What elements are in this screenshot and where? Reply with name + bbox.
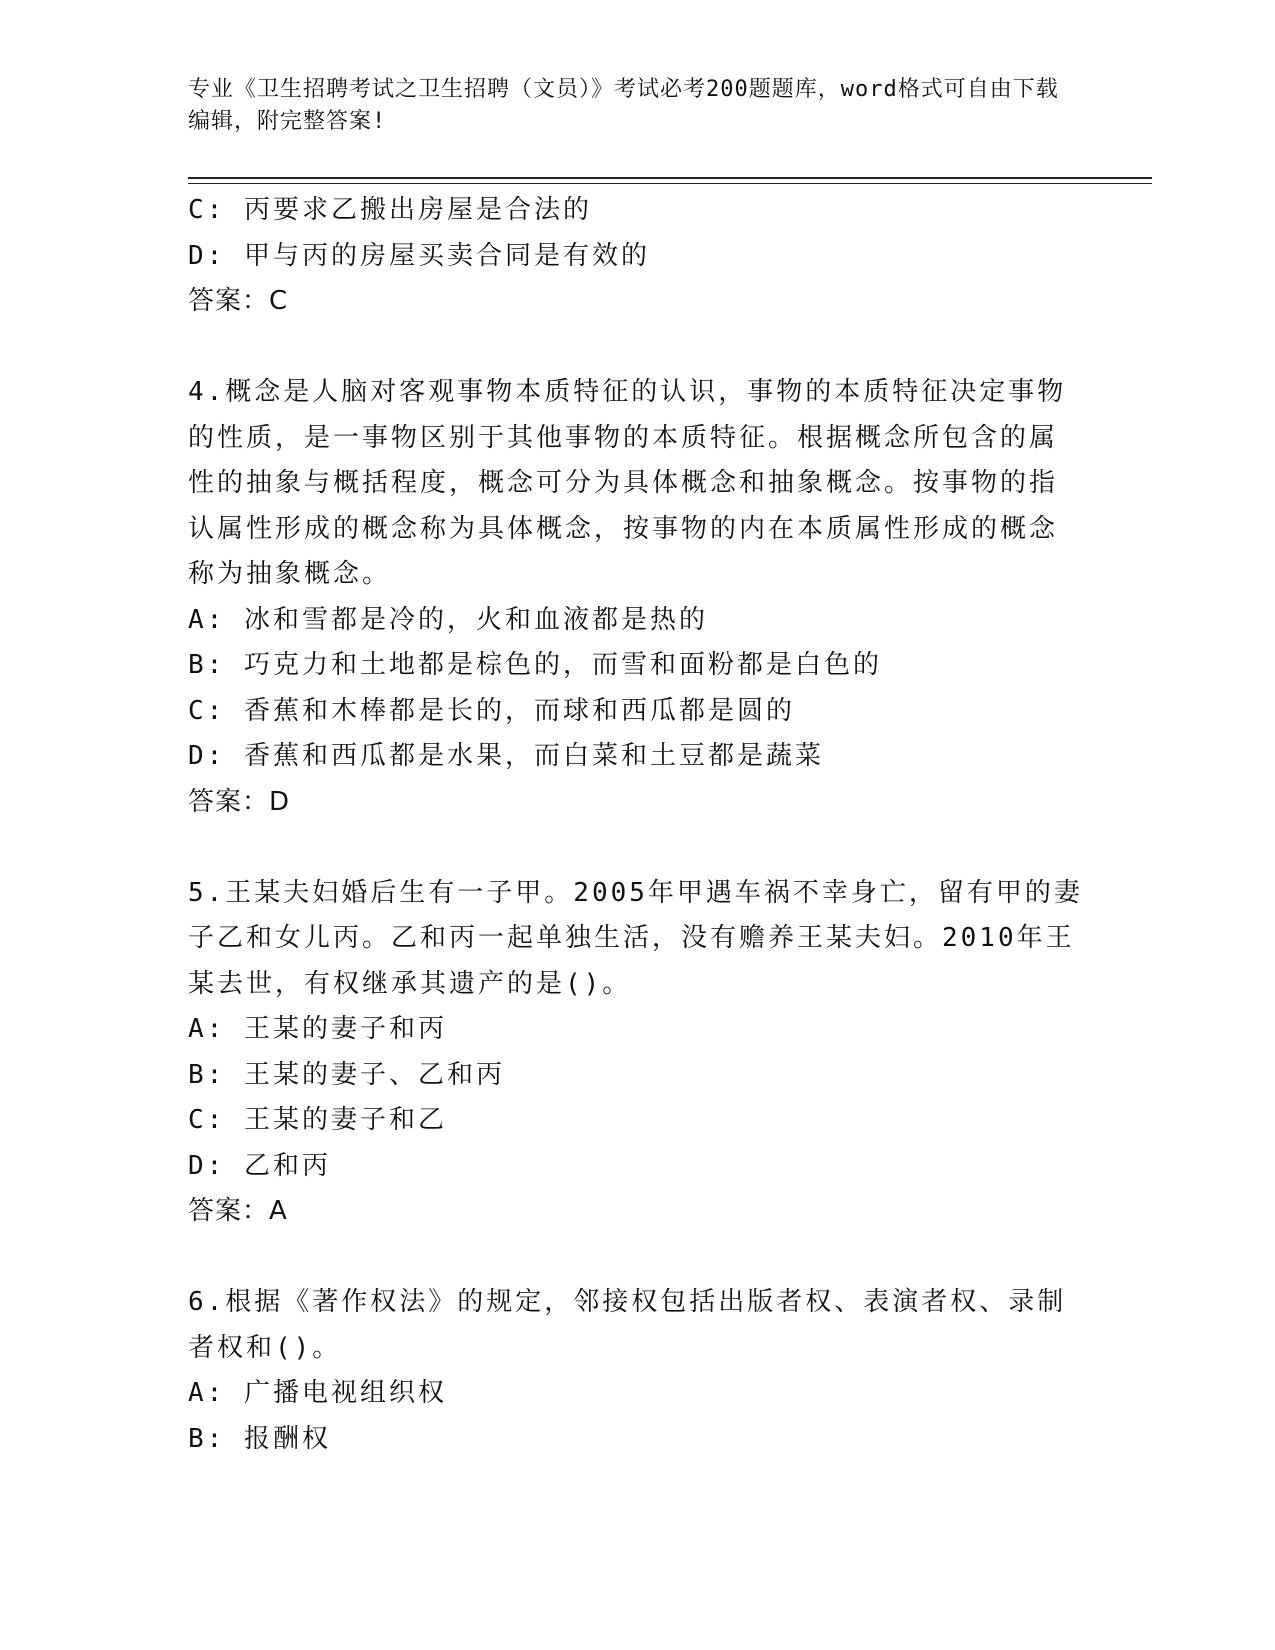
answer-line: 答案：A: [188, 1196, 288, 1226]
option-d: D: 香蕉和西瓜都是水果，而白菜和土豆都是蔬菜: [188, 741, 824, 771]
question-stem-line: 性的抽象与概括程度，概念可分为具体概念和抽象概念。按事物的指: [188, 468, 1059, 498]
question-stem-line: 者权和()。: [188, 1332, 342, 1363]
option-d: D: 乙和丙: [188, 1150, 331, 1181]
header-title: 专业《卫生招聘考试之卫生招聘（文员）》考试必考200题题库，word格式可自由下载编辑，附完整答案!: [188, 77, 1059, 134]
question-stem-line: 某去世，有权继承其遗产的是()。: [188, 968, 632, 999]
option-a: A: 王某的妻子和丙: [188, 1014, 447, 1044]
header-divider-thick: [188, 177, 1152, 179]
option-a: A: 冰和雪都是冷的，火和血液都是热的: [188, 604, 708, 635]
document-content: [188, 188, 1083, 1462]
header-divider-thin: [188, 183, 1152, 184]
question-stem-line: 5.王某夫妇婚后生有一子甲。2005年甲遇车祸不幸身亡，留有甲的妻: [188, 877, 1083, 908]
option-b: B: 巧克力和土地都是棕色的，而雪和面粉都是白色的: [188, 650, 882, 680]
option-c: C: 王某的妻子和乙: [188, 1105, 447, 1135]
document-header: [188, 74, 1068, 138]
question-5: [188, 871, 1083, 1235]
question-stem-line: 认属性形成的概念称为具体概念，按事物的内在本质属性形成的概念: [188, 513, 1059, 544]
question-stem-line: 4.概念是人脑对客观事物本质特征的认识，事物的本质特征决定事物: [188, 377, 1067, 407]
option-a: A: 广播电视组织权: [188, 1378, 447, 1408]
question-stem-line: 的性质，是一事物区别于其他事物的本质特征。根据概念所包含的属: [188, 422, 1059, 453]
option-c: C: 香蕉和木棒都是长的，而球和西瓜都是圆的: [188, 695, 795, 726]
answer-line: 答案：C: [188, 286, 289, 316]
answer-line: 答案：D: [188, 786, 291, 817]
question-stem-line: 6.根据《著作权法》的规定，邻接权包括出版者权、表演者权、录制: [188, 1287, 1067, 1317]
question-3-continuation: [188, 188, 1068, 325]
option-c: C: 丙要求乙搬出房屋是合法的: [188, 195, 592, 225]
question-stem-line: 称为抽象概念。: [188, 559, 392, 589]
question-4: [188, 370, 1068, 825]
option-b: B: 王某的妻子、乙和丙: [188, 1059, 505, 1090]
option-b: B: 报酬权: [188, 1423, 331, 1454]
question-stem-line: 子乙和女儿丙。乙和丙一起单独生活，没有赡养王某夫妇。2010年王: [188, 923, 1075, 953]
option-d: D: 甲与丙的房屋买卖合同是有效的: [188, 240, 650, 271]
question-6: [188, 1280, 1068, 1462]
